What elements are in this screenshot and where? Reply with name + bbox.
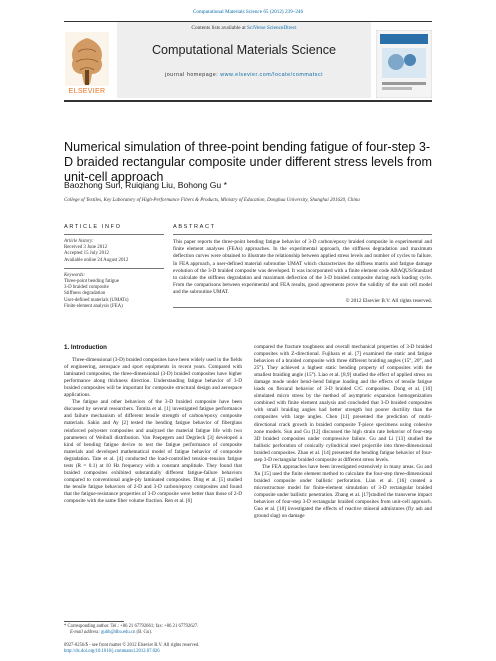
- article-title: Numerical simulation of three-point bending fatigue of four-step 3-D braided rectangular composite under different stress levels from unit-cell approach: [64, 140, 432, 184]
- email-suffix: (B. Gu).: [135, 630, 153, 635]
- elsevier-logo[interactable]: [64, 30, 110, 100]
- abstract-heading: ABSTRACT: [173, 224, 216, 230]
- introduction-heading: 1. Introduction: [64, 344, 107, 351]
- keywords-label: Keywords:: [64, 272, 86, 278]
- body-paragraph: compared the fracture toughness and overall mechanical properties of 3-D braided composites with Z-directional. Fujihara et al. [7] examined the static and fatigue behaviors of a braided composite with three different braiding angles (15°, 20°, and 25°). They achieved a highest static bending property of composites with the smallest braiding angle (15°). Liao et al. [8,9] studied the effect of applied stress on damage mode under bend–bend fatigue loading and the effects of tensile fatigue loads on flexural behavior of 3-D braided C/C composites. Dong et al. [10] simulated micro stress by the method of asymptotic expansion homogenization combined with finite element analysis and concluded that 3-D braided composites with small braiding angles had better strength but poorer ductility than the composites with large angles. Chen [11] presented the prediction of multi-directional crack growth in braided composite T-piece specimens using cohesive zone models. Sun and Gu [12] discussed the high strain rate behavior of four-step 3D braided composites under compressive failure. Gu and Li [13] studied the ballistic perforation of conically cylindrical steel projectile into three-dimensional braided composites. Zhao et al. [14] presented the bending fatigue behavior of four-step 3-D rectangular braided composite at different stress levels.: [254, 344, 432, 463]
- abstract-section: [173, 224, 432, 308]
- article-info-rule: [64, 234, 164, 235]
- body-column-left: [64, 344, 242, 505]
- history-online: Available online 24 August 2012: [64, 257, 129, 263]
- publisher-logo-text: ELSEVIER: [68, 88, 106, 95]
- body-paragraph: The fatigue and other behaviors of the 3-D braided composite have been discussed by several researchers. Tomita et al. [1] investigated fatigue performance and failure mechanism of different tensile strength of carbon/epoxy composite materials. Sakin and Ay [2] tested the bending fatigue behavior of fiberglass reinforced polyester composites and analyzed the material fatigue life with two parameters of Weibull distribution. Van Paepegem and Degrieck [3] developed a kind of bending fatigue device to test the fatigue performance of composite materials and developed mathematical model of fatigue behavior of composite degradation. Tate et al. [4] conducted the load-controlled tension–tension fatigue tests (R = 0.1) at 10 Hz frequency with a constant amplitude. They found that braided composites exhibited substantially different fatigue-failure behaviors compared to conventional angle-ply laminated composites. Ding et al. [5] studied the tensile fatigue behaviors of 2-D and 3-D carbon/epoxy composites and found that the fatigue-resistance properties of 3-D composite were better than those of 2-D composite with the same fiber volume fraction. Ren et al. [6]: [64, 399, 242, 504]
- journal-cover-thumbnail[interactable]: [376, 30, 432, 98]
- body-column-right: [254, 344, 432, 520]
- history-received: Received 3 June 2012: [64, 245, 108, 251]
- abstract-copyright: © 2012 Elsevier B.V. All rights reserved.: [345, 297, 432, 304]
- body-paragraph: The FEA approaches have been investigated extensively in many areas. Gu and Xu [15] used the finite element method to calculate the four-step three-dimensional braided composite under ballistic perforation. Lian et al. [16] created a microstructure model for finite-element simulation of 3-D rectangular braided composite under ballistic penetration. Zhang et al. [17]studied the transverse impact behaviors of four-step 3-D rectangular braided composites from unit-cell approach. Guo et al. [18] investigated the effects of reactive mineral admixtures (fly ash and ground slag) on damage: [254, 463, 432, 520]
- keyword-item: User-defined materials (UMATs): [64, 297, 129, 303]
- contents-prefix: Contents lists available at: [191, 25, 248, 31]
- sciencedirect-link[interactable]: SciVerse ScienceDirect: [247, 25, 297, 31]
- doi-link[interactable]: http://dx.doi.org/10.1016/j.commatsci.2012.07.026: [64, 649, 160, 655]
- keyword-item: Finite element analysis (FEA): [64, 303, 123, 309]
- keyword-item: Three-point bending fatigue: [64, 279, 119, 285]
- homepage-link[interactable]: www.elsevier.com/locate/commatsci: [220, 72, 323, 78]
- journal-homepage: [117, 72, 371, 78]
- history-accepted: Accepted 15 July 2012: [64, 251, 109, 257]
- email-label: E-mail address:: [70, 630, 102, 635]
- homepage-prefix: journal homepage:: [165, 72, 221, 78]
- header-bottom-rule: [64, 100, 432, 102]
- issn-copyright: 0927-0256/$ - see front matter © 2012 Elsevier B.V. All rights reserved.: [64, 643, 200, 648]
- journal-citation[interactable]: Computational Materials Science 65 (2012) 239–246: [192, 9, 304, 15]
- abstract-rule: [173, 234, 432, 235]
- footnote-rule: [64, 621, 124, 622]
- email-link[interactable]: gubh@dhu.edu.cn: [101, 630, 136, 635]
- history-label: Article history:: [64, 239, 94, 244]
- author-affiliation: College of Textiles, Key Laboratory of High-Performance Fibers & Products, Ministry of Education, Donghua University, Shanghai 201620, China: [64, 198, 360, 203]
- footnote-email-line: [64, 630, 264, 636]
- journal-title: Computational Materials Science: [151, 43, 337, 57]
- footnote-contact: * Corresponding author. Tel.: +86 21 67792661; fax: +86 21 67792627.: [64, 624, 199, 629]
- front-matter-line: [64, 643, 364, 655]
- keyword-item: Stiffness degradation: [64, 291, 106, 297]
- abstract-bottom-rule: [173, 307, 432, 308]
- article-info-section: [64, 224, 164, 310]
- abstract-text: This paper reports the three-point bending fatigue behavior of 3-D carbon/epoxy braided composite in experimental and finite element analyses (FEAs) approaches. In the experimental approach, the stiffness degradation and maximum deflection curves were obtained to illustrate the relationship between applied stress levels and number of cycles to failure. In FEA approach, a user-defined material subroutine UMAT which characterizes the stiffness matrix and fatigue damage evolution of the 3-D braided composite was developed. It was incorporated with a finite element code ABAQUS/Standard to calculate the stiffness degradation and maximum deflection of the 3-D braided composite during each loading cycle. From the comparisons between experimental and FEA results, good agreements prove the validity of the unit cell model and the subroutine UMAT.: [173, 239, 432, 296]
- article-authors[interactable]: Baozhong Sun, Ruiqiang Liu, Bohong Gu *: [64, 180, 227, 190]
- masthead-background: [117, 22, 371, 98]
- contents-line: [117, 25, 371, 31]
- article-info-heading: ARTICLE INFO: [64, 224, 122, 230]
- body-paragraph: Three-dimensional (3-D) braided composites have been widely used in the fields of engineering, aerospace and sport equipments in recent years. Compared with laminated composites, the three-dimensional (3-D) braided composites have higher performance along thickness direction. Understanding fatigue behavior of 3-D braided composites will be important for composite structural design and aerospace applications.: [64, 357, 242, 399]
- journal-cover-image: [376, 30, 432, 98]
- keywords-rule: [64, 268, 164, 269]
- keyword-item: 3-D braided composite: [64, 285, 109, 291]
- corresponding-author-footnote: [64, 624, 264, 636]
